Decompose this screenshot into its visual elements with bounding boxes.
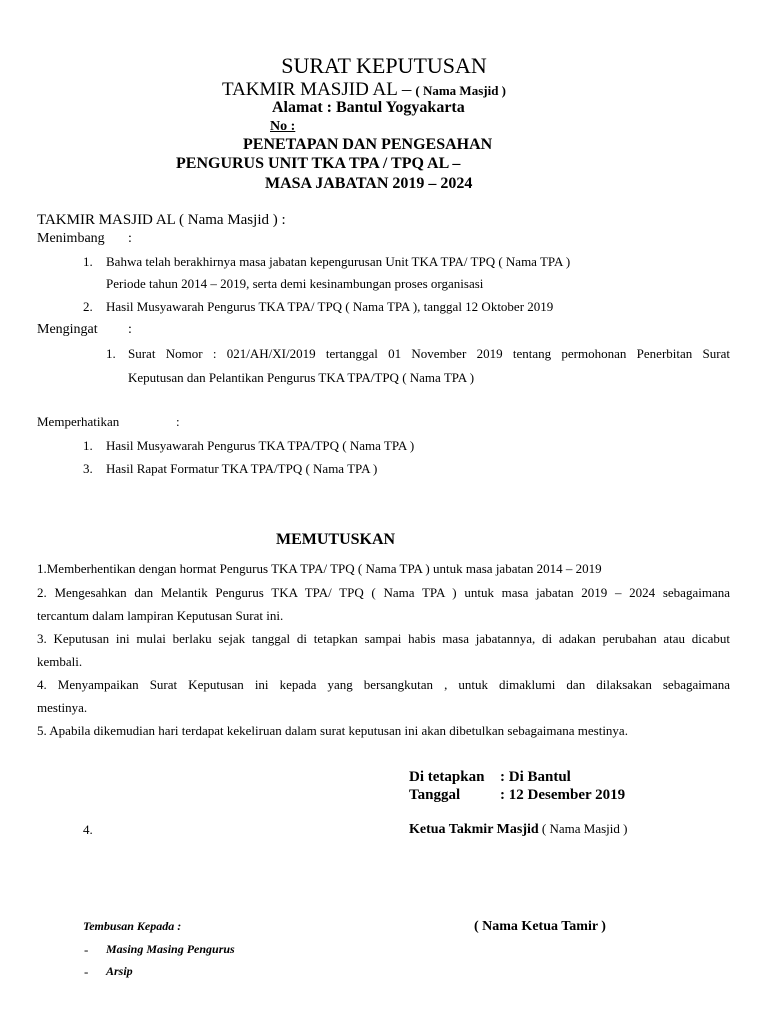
decision-3-line-1: 3. Keputusan ini mulai berlaku sejak tanggal di tetapkan sampai habis masa jabatannya, di adakan perubahan atau dicabut [37, 631, 730, 646]
memperhatikan-item-1-text: Hasil Musyawarah Pengurus TKA TPA/TPQ ( Nama TPA ) [106, 438, 415, 453]
decision-1-line-1: 1.Memberhentikan dengan hormat Pengurus TKA TPA/ TPQ ( Nama TPA ) untuk masa jabatan 2014 – 2019 [37, 561, 602, 576]
decision-5-line-1: 5. Apabila dikemudian hari terdapat kekeliruan dalam surat keputusan ini akan dibetulkan sebagaimana mestinya. [37, 723, 628, 738]
subject-line-2: PENGURUS UNIT TKA TPA / TPQ AL – [176, 155, 461, 172]
memperhatikan-item-2-number: 3. [83, 461, 93, 476]
mengingat-label: Mengingat [37, 322, 98, 337]
document-title: SURAT KEPUTUSAN [281, 53, 487, 78]
tembusan-item-2-dash: - [84, 964, 89, 979]
tembusan-item-1-dash: - [84, 942, 89, 957]
memutuskan-heading: MEMUTUSKAN [276, 531, 396, 548]
address-line [272, 99, 465, 117]
mengingat-item-1-line-2: Keputusan dan Pelantikan Pengurus TKA TPA/TPQ ( Nama TPA ) [128, 370, 475, 385]
document-number-label: No : [270, 119, 296, 134]
place-value: : Di Bantul [500, 769, 571, 785]
tembusan-label: Tembusan Kepada : [83, 919, 182, 933]
decision-2-line-2: tercantum dalam lampiran Keputusan Surat ini. [37, 608, 284, 623]
decision-4-line-2: mestinya. [37, 700, 88, 715]
signatory-name: ( Nama Ketua Tamir ) [474, 919, 606, 934]
memperhatikan-item-1-number: 1. [83, 438, 93, 453]
menimbang-item-1-line-2: Periode tahun 2014 – 2019, serta demi kesinambungan proses organisasi [106, 276, 484, 291]
mengingat-item-1-number: 1. [106, 346, 116, 361]
organization-name: TAKMIR MASJID AL – [222, 79, 412, 100]
decision-4-line-1: 4. Menyampaikan Surat Keputusan ini kepada yang bersangkutan , untuk dimaklumi dan dilaksakan sebagaimana [37, 677, 730, 692]
tembusan-item-2-text: Arsip [106, 964, 133, 978]
organization-placeholder: ( Nama Masjid ) [415, 83, 507, 98]
decision-3-line-2: kembali. [37, 654, 83, 669]
date-value: : 12 Desember 2019 [500, 787, 626, 803]
stray-list-number: 4. [83, 822, 93, 837]
address-value: Bantul Yogyakarta [335, 99, 465, 116]
menimbang-item-1-number: 1. [83, 254, 93, 269]
date-label: Tanggal [409, 787, 461, 803]
menimbang-colon: : [128, 231, 132, 246]
mengingat-colon: : [128, 322, 132, 337]
tembusan-item-1-text: Masing Masing Pengurus [106, 942, 235, 956]
memperhatikan-colon: : [176, 414, 180, 429]
signatory-position [409, 820, 627, 838]
organization-line [222, 79, 506, 101]
menimbang-label: Menimbang [37, 231, 105, 246]
menimbang-item-2-number: 2. [83, 299, 93, 314]
decision-2-line-1: 2. Mengesahkan dan Melantik Pengurus TKA TPA/ TPQ ( Nama TPA ) untuk masa jabatan 2019 – 2024 sebagaimana [37, 585, 730, 600]
menimbang-item-2-line-1: Hasil Musyawarah Pengurus TKA TPA/ TPQ ( Nama TPA ), tanggal 12 Oktober 2019 [106, 299, 554, 314]
menimbang-item-1-line-1: Bahwa telah berakhirnya masa jabatan kepengurusan Unit TKA TPA/ TPQ ( Nama TPA ) [106, 254, 571, 269]
signatory-position-placeholder: ( Nama Masjid ) [538, 821, 628, 836]
mengingat-item-1-line-1: Surat Nomor : 021/AH/XI/2019 tertanggal 01 November 2019 tentang permohonan Penerbitan Surat [128, 346, 730, 361]
address-label: Alamat : [272, 99, 332, 116]
signatory-position-title: Ketua Takmir Masjid [409, 822, 539, 837]
subject-line-3: MASA JABATAN 2019 – 2024 [265, 175, 473, 192]
subject-line-1: PENETAPAN DAN PENGESAHAN [243, 136, 493, 153]
memperhatikan-item-2-text: Hasil Rapat Formatur TKA TPA/TPQ ( Nama TPA ) [106, 461, 378, 476]
issuer-line: TAKMIR MASJID AL ( Nama Masjid ) : [37, 212, 286, 228]
memperhatikan-label: Memperhatikan [37, 414, 120, 429]
place-label: Di tetapkan [409, 769, 485, 785]
